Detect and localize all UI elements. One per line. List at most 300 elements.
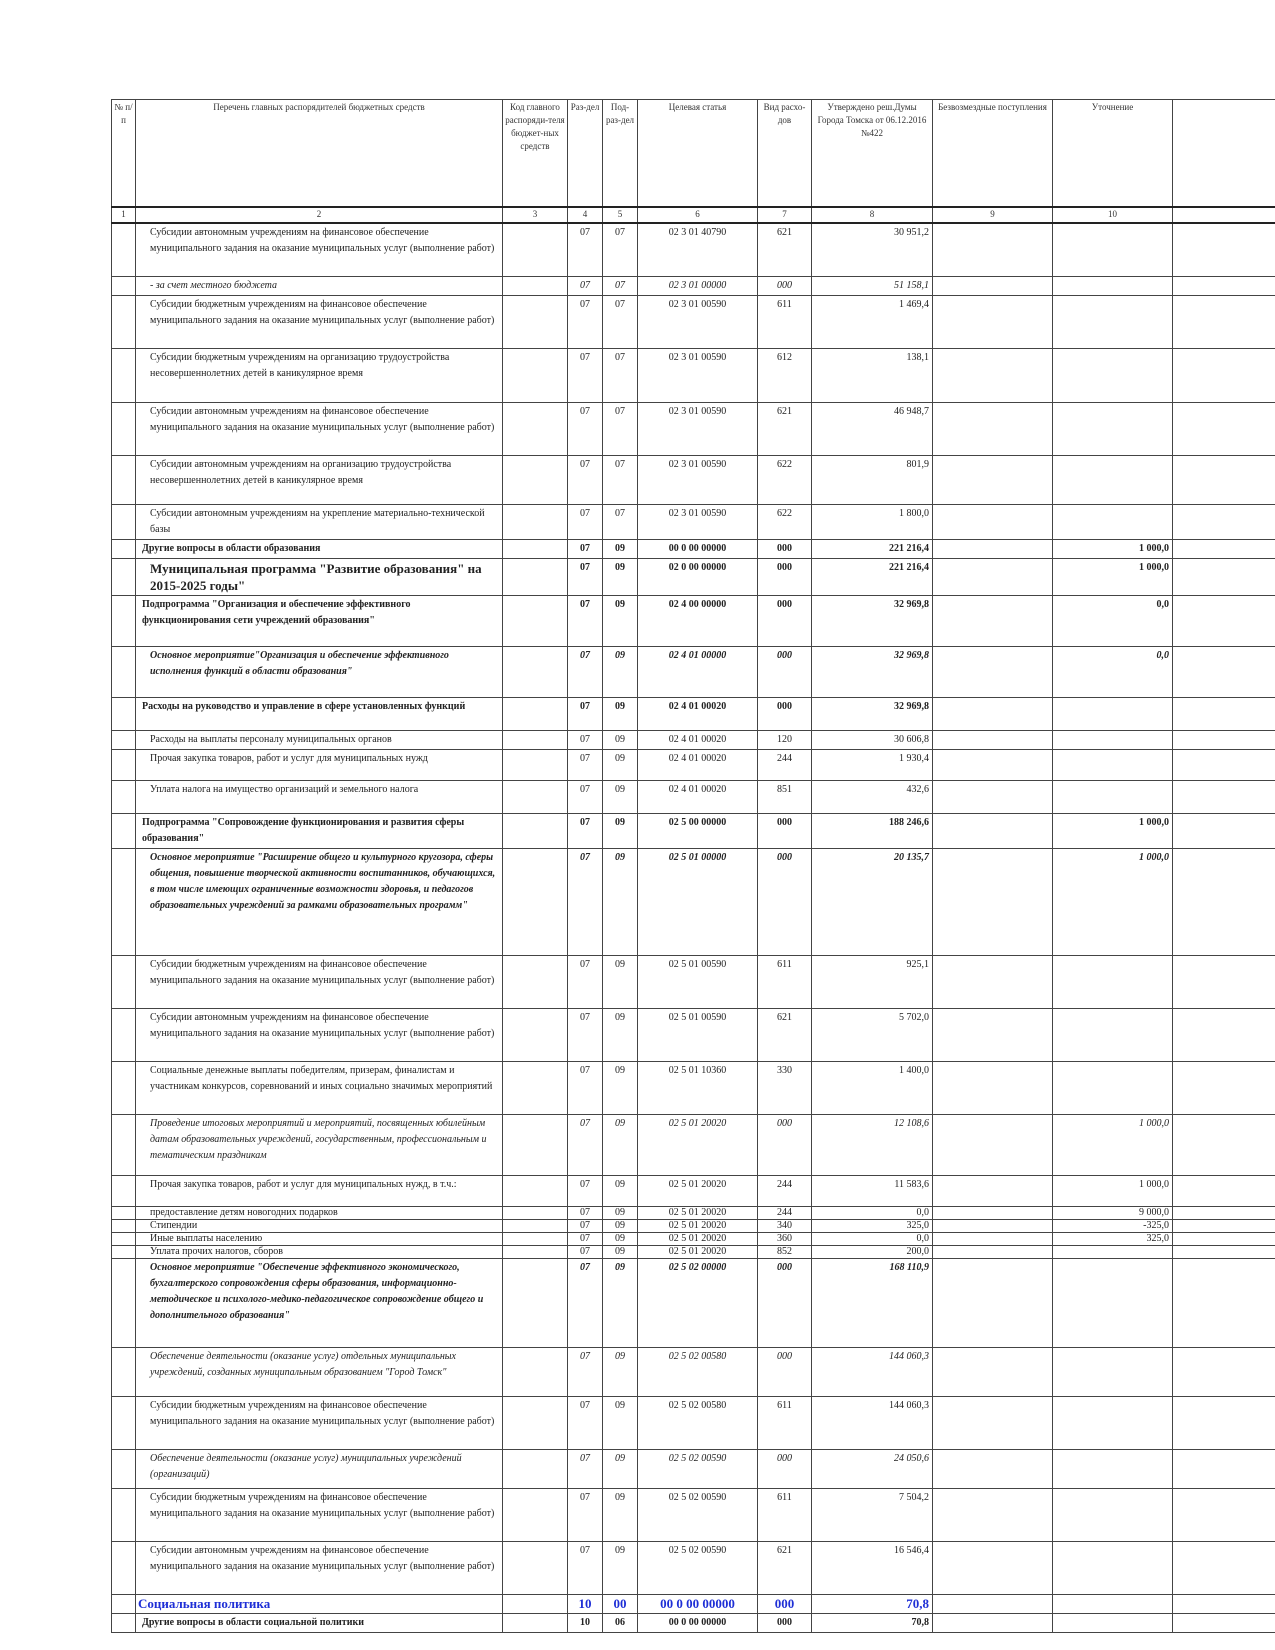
subsection-cell: 09	[603, 956, 638, 1009]
admin-code-cell	[503, 505, 568, 540]
approved-amount-cell: 1 930,4	[812, 750, 933, 781]
expense-type-cell: 340	[758, 1220, 812, 1233]
column-number: 7	[758, 207, 812, 223]
target-article-cell: 02 3 01 00590	[638, 456, 758, 505]
header-admin-code: Код главного распоряди-теля бюджет-ных средств	[503, 100, 568, 208]
expense-name-cell: Субсидии автономным учреждениям на финансовое обеспечение муниципального задания на оказание муниципальных услуг (выполнение работ)	[136, 1009, 503, 1062]
target-article-cell: 02 5 01 20020	[638, 1115, 758, 1176]
clarification-cell	[1053, 505, 1173, 540]
clarification-cell	[1053, 296, 1173, 349]
subsection-cell: 09	[603, 1207, 638, 1220]
section-cell: 07	[568, 456, 603, 505]
expense-name-cell: Прочая закупка товаров, работ и услуг для муниципальных нужд, в т.ч.:	[136, 1176, 503, 1207]
expense-name-cell: Основное мероприятие"Организация и обеспечение эффективного исполнения функций в области образования"	[136, 647, 503, 698]
expense-name-cell: Другие вопросы в области социальной политики	[136, 1614, 503, 1633]
header-number: № п/п	[112, 100, 136, 208]
approved-amount-cell: 188 246,6	[812, 814, 933, 849]
admin-code-cell	[503, 1259, 568, 1348]
clarification-cell	[1053, 956, 1173, 1009]
expense-name-cell: Основное мероприятие "Обеспечение эффективного экономического, бухгалтерского сопровождения сферы образования, информационно-методическое и психолого-медико-педагогическое сопровождение общего и дополнительного образования"	[136, 1259, 503, 1348]
expense-name-cell: - за счет местного бюджета	[136, 277, 503, 296]
column-number: 5	[603, 207, 638, 223]
subsection-cell: 00	[603, 1595, 638, 1614]
clarification-cell	[1053, 698, 1173, 731]
table-row	[112, 956, 1275, 1009]
expense-name-cell: Субсидии бюджетным учреждениям на финансовое обеспечение муниципального задания на оказание муниципальных услуг (выполнение работ)	[136, 956, 503, 1009]
table-row	[112, 849, 1275, 956]
expense-type-cell: 621	[758, 223, 812, 277]
row-number-cell	[112, 647, 136, 698]
gratuitous-cell	[933, 1348, 1053, 1397]
admin-code-cell	[503, 781, 568, 814]
approved-amount-cell: 30 951,2	[812, 223, 933, 277]
extra-cell	[1173, 849, 1275, 956]
table-row	[112, 1542, 1275, 1595]
subsection-cell: 07	[603, 505, 638, 540]
header-gratuitous: Безвозмездные поступления	[933, 100, 1053, 208]
admin-code-cell	[503, 1220, 568, 1233]
expense-type-cell: 852	[758, 1246, 812, 1259]
section-cell: 07	[568, 731, 603, 750]
expense-type-cell: 621	[758, 403, 812, 456]
admin-code-cell	[503, 1595, 568, 1614]
gratuitous-cell	[933, 814, 1053, 849]
approved-amount-cell: 144 060,3	[812, 1397, 933, 1450]
approved-amount-cell: 0,0	[812, 1233, 933, 1246]
clarification-cell: 325,0	[1053, 1233, 1173, 1246]
section-cell: 07	[568, 223, 603, 277]
subsection-cell: 09	[603, 781, 638, 814]
extra-cell	[1173, 1595, 1275, 1614]
section-cell: 07	[568, 1115, 603, 1176]
subsection-cell: 09	[603, 596, 638, 647]
section-cell: 07	[568, 349, 603, 403]
extra-cell	[1173, 277, 1275, 296]
row-number-cell	[112, 1220, 136, 1233]
extra-cell	[1173, 956, 1275, 1009]
admin-code-cell	[503, 1614, 568, 1633]
row-number-cell	[112, 596, 136, 647]
expense-type-cell: 000	[758, 1115, 812, 1176]
section-cell: 07	[568, 1176, 603, 1207]
subsection-cell: 06	[603, 1614, 638, 1633]
extra-cell	[1173, 403, 1275, 456]
table-row	[112, 750, 1275, 781]
row-number-cell	[112, 456, 136, 505]
subsection-cell: 09	[603, 559, 638, 596]
extra-cell	[1173, 731, 1275, 750]
gratuitous-cell	[933, 403, 1053, 456]
expense-type-cell: 000	[758, 698, 812, 731]
gratuitous-cell	[933, 277, 1053, 296]
expense-name-cell: Субсидии бюджетным учреждениям на финансовое обеспечение муниципального задания на оказание муниципальных услуг (выполнение работ)	[136, 296, 503, 349]
header-subsection: Под-раз-дел	[603, 100, 638, 208]
gratuitous-cell	[933, 698, 1053, 731]
target-article-cell: 02 5 01 10360	[638, 1062, 758, 1115]
admin-code-cell	[503, 1009, 568, 1062]
gratuitous-cell	[933, 1062, 1053, 1115]
section-cell: 07	[568, 1348, 603, 1397]
approved-amount-cell: 1 400,0	[812, 1062, 933, 1115]
table-row	[112, 814, 1275, 849]
subsection-cell: 09	[603, 1450, 638, 1489]
subsection-cell: 09	[603, 1220, 638, 1233]
column-number: 9	[933, 207, 1053, 223]
target-article-cell: 02 4 01 00020	[638, 781, 758, 814]
admin-code-cell	[503, 1348, 568, 1397]
column-number-extra	[1173, 207, 1275, 223]
gratuitous-cell	[933, 1246, 1053, 1259]
expense-name-cell: предоставление детям новогодних подарков	[136, 1207, 503, 1220]
expense-name-cell: Другие вопросы в области образования	[136, 540, 503, 559]
expense-name-cell: Стипендии	[136, 1220, 503, 1233]
header-extra	[1173, 100, 1275, 208]
approved-amount-cell: 325,0	[812, 1220, 933, 1233]
clarification-cell: 1 000,0	[1053, 814, 1173, 849]
target-article-cell: 02 4 00 00000	[638, 596, 758, 647]
subsection-cell: 09	[603, 647, 638, 698]
admin-code-cell	[503, 750, 568, 781]
approved-amount-cell: 32 969,8	[812, 698, 933, 731]
section-cell: 07	[568, 277, 603, 296]
extra-cell	[1173, 349, 1275, 403]
target-article-cell: 02 5 02 00000	[638, 1259, 758, 1348]
header-approved: Утверждено реш.Думы Города Томска от 06.12.2016 №422	[812, 100, 933, 208]
target-article-cell: 02 5 01 00590	[638, 956, 758, 1009]
clarification-cell: 0,0	[1053, 647, 1173, 698]
subsection-cell: 09	[603, 1397, 638, 1450]
gratuitous-cell	[933, 296, 1053, 349]
row-number-cell	[112, 1450, 136, 1489]
admin-code-cell	[503, 596, 568, 647]
table-row	[112, 1009, 1275, 1062]
extra-cell	[1173, 296, 1275, 349]
table-row	[112, 559, 1275, 596]
expense-type-cell: 611	[758, 956, 812, 1009]
expense-type-cell: 621	[758, 1009, 812, 1062]
row-number-cell	[112, 559, 136, 596]
expense-type-cell: 000	[758, 647, 812, 698]
expense-type-cell: 000	[758, 540, 812, 559]
column-number: 8	[812, 207, 933, 223]
extra-cell	[1173, 1233, 1275, 1246]
extra-cell	[1173, 1176, 1275, 1207]
table-body	[112, 223, 1275, 1633]
expense-type-cell: 611	[758, 1489, 812, 1542]
column-number-row	[112, 207, 1275, 223]
target-article-cell: 00 0 00 00000	[638, 1614, 758, 1633]
target-article-cell: 02 4 01 00020	[638, 731, 758, 750]
gratuitous-cell	[933, 956, 1053, 1009]
clarification-cell: -325,0	[1053, 1220, 1173, 1233]
approved-amount-cell: 16 546,4	[812, 1542, 933, 1595]
expense-name-cell: Субсидии автономным учреждениям на финансовое обеспечение муниципального задания на оказание муниципальных услуг (выполнение работ)	[136, 403, 503, 456]
gratuitous-cell	[933, 1397, 1053, 1450]
subsection-cell: 09	[603, 1062, 638, 1115]
table-row	[112, 1220, 1275, 1233]
gratuitous-cell	[933, 1595, 1053, 1614]
gratuitous-cell	[933, 1220, 1053, 1233]
subsection-cell: 09	[603, 1233, 638, 1246]
extra-cell	[1173, 814, 1275, 849]
column-number: 10	[1053, 207, 1173, 223]
target-article-cell: 02 5 02 00590	[638, 1450, 758, 1489]
approved-amount-cell: 20 135,7	[812, 849, 933, 956]
clarification-cell: 1 000,0	[1053, 540, 1173, 559]
extra-cell	[1173, 1614, 1275, 1633]
expense-type-cell: 120	[758, 731, 812, 750]
extra-cell	[1173, 596, 1275, 647]
subsection-cell: 09	[603, 1246, 638, 1259]
admin-code-cell	[503, 349, 568, 403]
admin-code-cell	[503, 223, 568, 277]
approved-amount-cell: 138,1	[812, 349, 933, 403]
expense-type-cell: 611	[758, 296, 812, 349]
approved-amount-cell: 221 216,4	[812, 559, 933, 596]
expense-name-cell: Субсидии бюджетным учреждениям на организацию трудоустройства несовершеннолетних детей в каникулярное время	[136, 349, 503, 403]
extra-cell	[1173, 750, 1275, 781]
section-cell: 07	[568, 1009, 603, 1062]
section-cell: 07	[568, 596, 603, 647]
expense-name-cell: Основное мероприятие "Расширение общего и культурного кругозора, сферы общения, повышение творческой активности воспитанников, обучающихся, в том числе имеющих ограниченные возможности здоровья, и педагогов образовательных учреждений за рамками образовательных программ"	[136, 849, 503, 956]
row-number-cell	[112, 1489, 136, 1542]
expense-type-cell: 000	[758, 596, 812, 647]
gratuitous-cell	[933, 731, 1053, 750]
extra-cell	[1173, 1062, 1275, 1115]
approved-amount-cell: 32 969,8	[812, 647, 933, 698]
subsection-cell: 07	[603, 296, 638, 349]
clarification-cell	[1053, 223, 1173, 277]
expense-type-cell: 851	[758, 781, 812, 814]
expense-name-cell: Подпрограмма "Сопровождение функционирования и развития сферы образования"	[136, 814, 503, 849]
expense-type-cell: 000	[758, 1450, 812, 1489]
admin-code-cell	[503, 647, 568, 698]
clarification-cell: 9 000,0	[1053, 1207, 1173, 1220]
expense-type-cell: 000	[758, 849, 812, 956]
gratuitous-cell	[933, 781, 1053, 814]
table-row	[112, 1115, 1275, 1176]
subsection-cell: 09	[603, 1176, 638, 1207]
section-cell: 07	[568, 1542, 603, 1595]
column-number: 3	[503, 207, 568, 223]
clarification-cell	[1053, 1614, 1173, 1633]
gratuitous-cell	[933, 505, 1053, 540]
clarification-cell	[1053, 1450, 1173, 1489]
section-cell: 07	[568, 1062, 603, 1115]
gratuitous-cell	[933, 223, 1053, 277]
clarification-cell	[1053, 1246, 1173, 1259]
approved-amount-cell: 32 969,8	[812, 596, 933, 647]
target-article-cell: 02 5 02 00580	[638, 1348, 758, 1397]
section-cell: 07	[568, 1450, 603, 1489]
clarification-cell: 1 000,0	[1053, 1115, 1173, 1176]
clarification-cell: 1 000,0	[1053, 1176, 1173, 1207]
subsection-cell: 07	[603, 403, 638, 456]
target-article-cell: 02 4 01 00020	[638, 698, 758, 731]
section-cell: 07	[568, 849, 603, 956]
expense-name-cell: Уплата прочих налогов, сборов	[136, 1246, 503, 1259]
table-row	[112, 1062, 1275, 1115]
table-row	[112, 1397, 1275, 1450]
target-article-cell: 02 5 01 20020	[638, 1207, 758, 1220]
section-cell: 07	[568, 1220, 603, 1233]
row-number-cell	[112, 1614, 136, 1633]
target-article-cell: 02 5 02 00590	[638, 1489, 758, 1542]
expense-type-cell: 000	[758, 1595, 812, 1614]
gratuitous-cell	[933, 1233, 1053, 1246]
section-cell: 07	[568, 540, 603, 559]
subsection-cell: 09	[603, 731, 638, 750]
row-number-cell	[112, 1595, 136, 1614]
subsection-cell: 09	[603, 1009, 638, 1062]
section-cell: 07	[568, 698, 603, 731]
admin-code-cell	[503, 1397, 568, 1450]
row-number-cell	[112, 296, 136, 349]
header-section: Раз-дел	[568, 100, 603, 208]
target-article-cell: 02 5 01 20020	[638, 1176, 758, 1207]
table-row	[112, 731, 1275, 750]
extra-cell	[1173, 698, 1275, 731]
row-number-cell	[112, 1259, 136, 1348]
extra-cell	[1173, 1115, 1275, 1176]
admin-code-cell	[503, 1176, 568, 1207]
target-article-cell: 02 5 00 00000	[638, 814, 758, 849]
table-row	[112, 296, 1275, 349]
expense-name-cell: Субсидии автономным учреждениям на организацию трудоустройства несовершеннолетних детей в каникулярное время	[136, 456, 503, 505]
approved-amount-cell: 7 504,2	[812, 1489, 933, 1542]
section-cell: 07	[568, 647, 603, 698]
section-cell: 07	[568, 781, 603, 814]
row-number-cell	[112, 540, 136, 559]
admin-code-cell	[503, 1542, 568, 1595]
section-cell: 07	[568, 559, 603, 596]
target-article-cell: 02 0 00 00000	[638, 559, 758, 596]
expense-name-cell: Расходы на выплаты персоналу муниципальных органов	[136, 731, 503, 750]
clarification-cell	[1053, 349, 1173, 403]
section-cell: 07	[568, 956, 603, 1009]
extra-cell	[1173, 781, 1275, 814]
row-number-cell	[112, 781, 136, 814]
extra-cell	[1173, 1246, 1275, 1259]
expense-type-cell: 000	[758, 559, 812, 596]
expense-name-cell: Прочая закупка товаров, работ и услуг для муниципальных нужд	[136, 750, 503, 781]
extra-cell	[1173, 1450, 1275, 1489]
gratuitous-cell	[933, 1450, 1053, 1489]
section-cell: 07	[568, 296, 603, 349]
expense-type-cell: 244	[758, 1176, 812, 1207]
table-row	[112, 1207, 1275, 1220]
section-cell: 07	[568, 1207, 603, 1220]
clarification-cell	[1053, 1062, 1173, 1115]
clarification-cell	[1053, 1348, 1173, 1397]
extra-cell	[1173, 1207, 1275, 1220]
gratuitous-cell	[933, 1542, 1053, 1595]
expense-type-cell: 244	[758, 750, 812, 781]
table-row	[112, 505, 1275, 540]
table-row	[112, 1489, 1275, 1542]
row-number-cell	[112, 403, 136, 456]
expense-name-cell: Расходы на руководство и управление в сфере установленных функций	[136, 698, 503, 731]
target-article-cell: 00 0 00 00000	[638, 540, 758, 559]
budget-table	[111, 99, 1275, 1633]
target-article-cell: 02 5 01 00000	[638, 849, 758, 956]
section-cell: 07	[568, 814, 603, 849]
extra-cell	[1173, 505, 1275, 540]
subsection-cell: 07	[603, 456, 638, 505]
approved-amount-cell: 30 606,8	[812, 731, 933, 750]
expense-name-cell: Подпрограмма "Организация и обеспечение эффективного функционирования сети учреждений образования"	[136, 596, 503, 647]
approved-amount-cell: 925,1	[812, 956, 933, 1009]
table-row	[112, 1176, 1275, 1207]
subsection-cell: 09	[603, 1259, 638, 1348]
extra-cell	[1173, 223, 1275, 277]
clarification-cell	[1053, 750, 1173, 781]
admin-code-cell	[503, 559, 568, 596]
admin-code-cell	[503, 1450, 568, 1489]
row-number-cell	[112, 956, 136, 1009]
expense-name-cell: Обеспечение деятельности (оказание услуг) отдельных муниципальных учреждений, созданных муниципальным образованием "Город Томск"	[136, 1348, 503, 1397]
gratuitous-cell	[933, 559, 1053, 596]
approved-amount-cell: 200,0	[812, 1246, 933, 1259]
subsection-cell: 07	[603, 223, 638, 277]
table-header-row	[112, 100, 1275, 208]
expense-name-cell: Субсидии автономным учреждениям на финансовое обеспечение муниципального задания на оказание муниципальных услуг (выполнение работ)	[136, 1542, 503, 1595]
row-number-cell	[112, 731, 136, 750]
admin-code-cell	[503, 849, 568, 956]
section-cell: 07	[568, 1489, 603, 1542]
clarification-cell	[1053, 1489, 1173, 1542]
row-number-cell	[112, 1348, 136, 1397]
expense-type-cell: 330	[758, 1062, 812, 1115]
row-number-cell	[112, 814, 136, 849]
target-article-cell: 02 5 02 00590	[638, 1542, 758, 1595]
approved-amount-cell: 144 060,3	[812, 1348, 933, 1397]
target-article-cell: 02 5 01 00590	[638, 1009, 758, 1062]
row-number-cell	[112, 1062, 136, 1115]
subsection-cell: 09	[603, 1348, 638, 1397]
section-cell: 07	[568, 505, 603, 540]
expense-name-cell: Социальные денежные выплаты победителям, призерам, финалистам и участникам конкурсов, соревнований и иных социально значимых мероприятий	[136, 1062, 503, 1115]
admin-code-cell	[503, 814, 568, 849]
row-number-cell	[112, 698, 136, 731]
row-number-cell	[112, 1207, 136, 1220]
section-cell: 07	[568, 750, 603, 781]
expense-name-cell: Субсидии бюджетным учреждениям на финансовое обеспечение муниципального задания на оказание муниципальных услуг (выполнение работ)	[136, 1397, 503, 1450]
target-article-cell: 02 3 01 00590	[638, 505, 758, 540]
row-number-cell	[112, 1246, 136, 1259]
table-row	[112, 1246, 1275, 1259]
admin-code-cell	[503, 1489, 568, 1542]
expense-type-cell: 000	[758, 814, 812, 849]
gratuitous-cell	[933, 849, 1053, 956]
clarification-cell	[1053, 1259, 1173, 1348]
clarification-cell	[1053, 277, 1173, 296]
row-number-cell	[112, 1115, 136, 1176]
row-number-cell	[112, 277, 136, 296]
row-number-cell	[112, 223, 136, 277]
approved-amount-cell: 432,6	[812, 781, 933, 814]
expense-type-cell: 000	[758, 1348, 812, 1397]
expense-type-cell: 621	[758, 1542, 812, 1595]
clarification-cell: 1 000,0	[1053, 849, 1173, 956]
expense-name-cell: Обеспечение деятельности (оказание услуг) муниципальных учреждений (организаций)	[136, 1450, 503, 1489]
clarification-cell	[1053, 456, 1173, 505]
approved-amount-cell: 5 702,0	[812, 1009, 933, 1062]
subsection-cell: 09	[603, 1489, 638, 1542]
target-article-cell: 02 4 01 00000	[638, 647, 758, 698]
expense-type-cell: 612	[758, 349, 812, 403]
extra-cell	[1173, 1259, 1275, 1348]
